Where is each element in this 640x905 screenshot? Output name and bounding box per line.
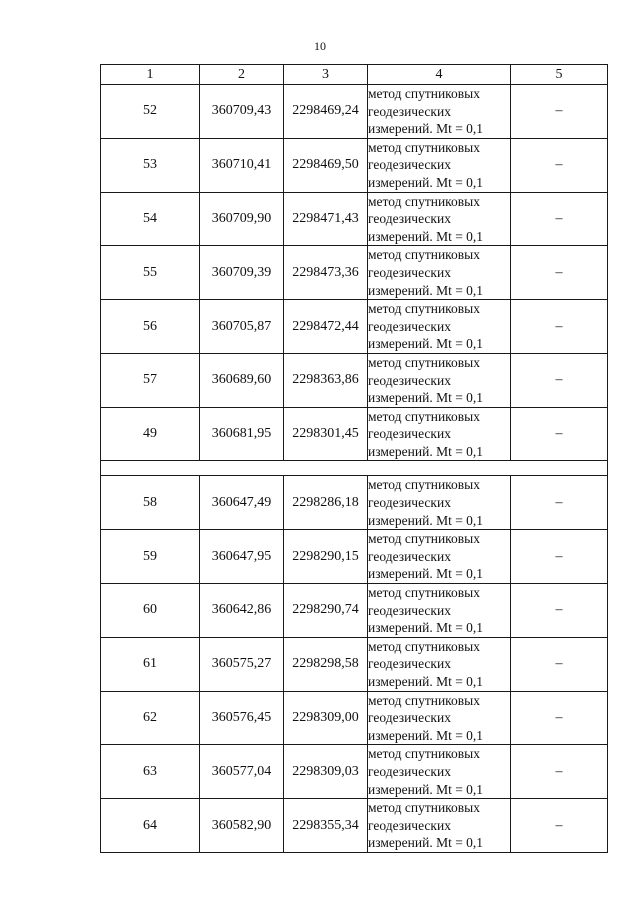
- method-line: измерений. Mt = 0,1: [368, 121, 484, 137]
- y-coordinate-cell: 2298290,74: [284, 584, 368, 638]
- method-cell: [368, 407, 511, 461]
- column5-cell: –: [511, 407, 608, 461]
- x-coordinate-cell: 360642,86: [200, 584, 284, 638]
- column5-cell: –: [511, 246, 608, 300]
- x-coordinate-cell: 360582,90: [200, 799, 284, 853]
- page-number: 10: [314, 39, 326, 53]
- method-cell: [368, 300, 511, 354]
- method-line: геодезических: [368, 602, 451, 618]
- method-line: геодезических: [368, 103, 451, 119]
- method-line: метод спутниковых: [368, 638, 480, 654]
- method-line: измерений. Mt = 0,1: [368, 674, 484, 689]
- method-line: метод спутниковых: [368, 86, 480, 101]
- column5-cell: –: [511, 691, 608, 745]
- method-line: метод спутниковых: [368, 139, 480, 155]
- x-coordinate-cell: 360681,95: [200, 407, 284, 461]
- y-coordinate-cell: 2298469,50: [284, 138, 368, 192]
- point-number-cell: 49: [101, 407, 200, 461]
- method-line: измерений. Mt = 0,1: [368, 443, 484, 459]
- method-cell: [368, 745, 511, 799]
- y-coordinate-cell: 2298290,15: [284, 530, 368, 584]
- method-line: метод спутниковых: [368, 531, 480, 547]
- method-line: метод спутниковых: [368, 408, 480, 424]
- y-coordinate-cell: 2298471,43: [284, 192, 368, 246]
- method-cell: [368, 799, 511, 853]
- table-row: [101, 138, 608, 192]
- method-line: геодезических: [368, 318, 451, 334]
- method-line: геодезических: [368, 372, 451, 388]
- y-coordinate-cell: 2298298,58: [284, 637, 368, 691]
- method-line: метод спутниковых: [368, 354, 480, 370]
- method-line: измерений. Mt = 0,1: [368, 566, 484, 582]
- y-coordinate-cell: 2298309,03: [284, 745, 368, 799]
- point-number-cell: 52: [101, 85, 200, 139]
- method-line: метод спутниковых: [368, 301, 480, 317]
- method-line: метод спутниковых: [368, 193, 480, 209]
- x-coordinate-cell: 360709,43: [200, 85, 284, 139]
- coordinates-table: [100, 64, 608, 853]
- column5-cell: –: [511, 799, 608, 853]
- table-row: [101, 637, 608, 691]
- x-coordinate-cell: 360689,60: [200, 353, 284, 407]
- method-line: метод спутниковых: [368, 585, 480, 601]
- method-line: геодезических: [368, 817, 451, 833]
- method-line: геодезических: [368, 426, 451, 442]
- method-cell: [368, 85, 511, 139]
- x-coordinate-cell: 360575,27: [200, 637, 284, 691]
- table-row: [101, 691, 608, 745]
- method-line: геодезических: [368, 264, 451, 280]
- table-row: [101, 353, 608, 407]
- method-line: метод спутниковых: [368, 247, 480, 263]
- y-coordinate-cell: 2298286,18: [284, 476, 368, 530]
- method-cell: [368, 476, 511, 530]
- column5-cell: –: [511, 353, 608, 407]
- x-coordinate-cell: 360709,39: [200, 246, 284, 300]
- method-line: измерений. Mt = 0,1: [368, 336, 484, 352]
- x-coordinate-cell: 360647,95: [200, 530, 284, 584]
- x-coordinate-cell: 360647,49: [200, 476, 284, 530]
- method-line: метод спутниковых: [368, 477, 480, 493]
- method-line: геодезических: [368, 710, 451, 726]
- point-number-cell: 61: [101, 637, 200, 691]
- method-line: геодезических: [368, 211, 451, 227]
- y-coordinate-cell: 2298355,34: [284, 799, 368, 853]
- x-coordinate-cell: 360705,87: [200, 300, 284, 354]
- table-body: [101, 85, 608, 853]
- x-coordinate-cell: 360709,90: [200, 192, 284, 246]
- table-row: [101, 407, 608, 461]
- method-line: измерений. Mt = 0,1: [368, 174, 484, 190]
- method-line: геодезических: [368, 157, 451, 173]
- point-number-cell: 60: [101, 584, 200, 638]
- method-line: измерений. Mt = 0,1: [368, 781, 484, 797]
- method-cell: [368, 192, 511, 246]
- method-line: метод спутниковых: [368, 692, 480, 708]
- method-cell: [368, 353, 511, 407]
- table-row: [101, 584, 608, 638]
- separator-cell: [101, 461, 608, 476]
- method-line: геодезических: [368, 548, 451, 564]
- table-header-row: [101, 65, 608, 85]
- method-line: метод спутниковых: [368, 746, 480, 762]
- method-cell: [368, 584, 511, 638]
- column-header: 4: [368, 65, 511, 85]
- point-number-cell: 59: [101, 530, 200, 584]
- column5-cell: –: [511, 637, 608, 691]
- point-number-cell: 58: [101, 476, 200, 530]
- point-number-cell: 57: [101, 353, 200, 407]
- method-line: геодезических: [368, 763, 451, 779]
- y-coordinate-cell: 2298309,00: [284, 691, 368, 745]
- point-number-cell: 53: [101, 138, 200, 192]
- column5-cell: –: [511, 300, 608, 354]
- column5-cell: –: [511, 745, 608, 799]
- column5-cell: –: [511, 476, 608, 530]
- method-line: измерений. Mt = 0,1: [368, 620, 484, 636]
- method-line: измерений. Mt = 0,1: [368, 390, 484, 406]
- method-cell: [368, 530, 511, 584]
- method-line: геодезических: [368, 656, 451, 672]
- point-number-cell: 64: [101, 799, 200, 853]
- method-line: метод спутниковых: [368, 800, 480, 816]
- column-header: 2: [200, 65, 284, 85]
- column5-cell: –: [511, 85, 608, 139]
- x-coordinate-cell: 360576,45: [200, 691, 284, 745]
- column5-cell: –: [511, 584, 608, 638]
- method-cell: [368, 691, 511, 745]
- table-row: [101, 476, 608, 530]
- method-cell: [368, 637, 511, 691]
- column5-cell: –: [511, 138, 608, 192]
- table-row: [101, 530, 608, 584]
- point-number-cell: 63: [101, 745, 200, 799]
- method-line: измерений. Mt = 0,1: [368, 282, 484, 298]
- point-number-cell: 55: [101, 246, 200, 300]
- point-number-cell: 62: [101, 691, 200, 745]
- point-number-cell: 56: [101, 300, 200, 354]
- y-coordinate-cell: 2298469,24: [284, 85, 368, 139]
- y-coordinate-cell: 2298473,36: [284, 246, 368, 300]
- x-coordinate-cell: 360710,41: [200, 138, 284, 192]
- y-coordinate-cell: 2298301,45: [284, 407, 368, 461]
- y-coordinate-cell: 2298363,86: [284, 353, 368, 407]
- column5-cell: –: [511, 530, 608, 584]
- table-row: [101, 85, 608, 139]
- column-header: 1: [101, 65, 200, 85]
- table-row: [101, 300, 608, 354]
- point-number-cell: 54: [101, 192, 200, 246]
- column-header: 5: [511, 65, 608, 85]
- column-header: 3: [284, 65, 368, 85]
- table-row: [101, 246, 608, 300]
- method-line: измерений. Mt = 0,1: [368, 512, 484, 528]
- method-line: измерений. Mt = 0,1: [368, 727, 484, 743]
- table-row: [101, 799, 608, 853]
- method-line: измерений. Mt = 0,1: [368, 835, 484, 851]
- table-row: [101, 745, 608, 799]
- x-coordinate-cell: 360577,04: [200, 745, 284, 799]
- method-cell: [368, 138, 511, 192]
- table-row: [101, 192, 608, 246]
- column5-cell: –: [511, 192, 608, 246]
- y-coordinate-cell: 2298472,44: [284, 300, 368, 354]
- method-cell: [368, 246, 511, 300]
- method-line: измерений. Mt = 0,1: [368, 228, 484, 244]
- method-line: геодезических: [368, 495, 451, 511]
- separator-row: [101, 461, 608, 476]
